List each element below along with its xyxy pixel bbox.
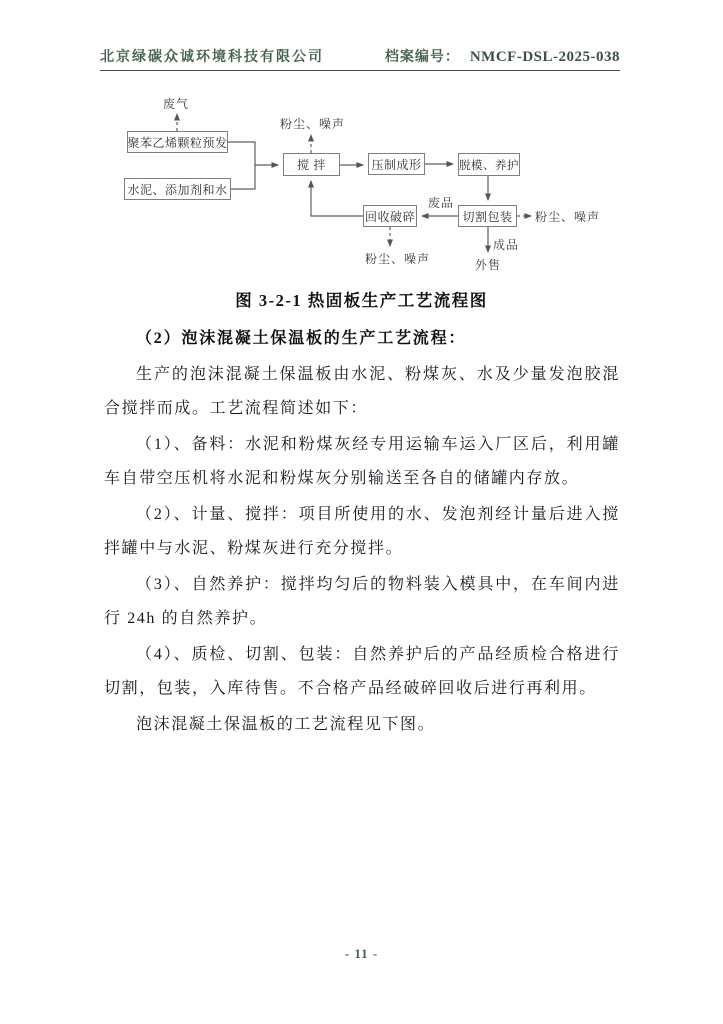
paragraph-step-1: （1）、备料：水泥和粉煤灰经专用运输车运入厂区后，利用罐车自带空压机将水泥和粉煤灰分别输送至各自的储罐内存放。 xyxy=(104,436,620,487)
section-heading: （2）泡沫混凝土保温板的生产工艺流程： xyxy=(136,330,467,347)
archive-number-group xyxy=(385,46,620,66)
flow-label-sold: 外售 xyxy=(475,258,502,272)
body-text xyxy=(104,322,620,744)
flow-box-recycle-crushing: 回收破碎 xyxy=(363,205,417,227)
paragraph-step-4: （4）、质检、切割、包装：自然养护后的产品经质检合格进行切割，包装，入库待售。不合格产品经破碎回收后进行再利用。 xyxy=(104,646,620,697)
flow-box-demold-curing: 脱模、养护 xyxy=(458,153,520,176)
flow-label-finished-product: 成品 xyxy=(493,238,520,252)
flow-label-dust-noise-mixing: 粉尘、噪声 xyxy=(280,117,346,131)
process-flowchart xyxy=(95,88,625,286)
flow-box-mixing: 搅 拌 xyxy=(283,153,340,176)
flow-label-dust-noise-crushing: 粉尘、噪声 xyxy=(365,252,431,266)
archive-number: NMCF-DSL-2025-038 xyxy=(469,49,620,65)
figure-caption: 图 3-2-1 热固板生产工艺流程图 xyxy=(235,291,488,310)
flow-box-press-forming: 压制成形 xyxy=(368,153,425,175)
flow-label-scrap: 废品 xyxy=(428,196,455,210)
page-number: - 11 - xyxy=(344,946,379,961)
company-name: 北京绿碳众诚环境科技有限公司 xyxy=(100,50,324,65)
flow-box-cement-additive-water: 水泥、添加剂和水 xyxy=(124,178,231,200)
paragraph-intro: 生产的泡沫混凝土保温板由水泥、粉煤灰、水及少量发泡胶混合搅拌而成。工艺流程简述如下： xyxy=(104,366,620,417)
flow-label-waste-gas: 废气 xyxy=(163,97,190,111)
flow-box-cutting-packing: 切割包装 xyxy=(458,205,517,227)
flow-box-polystyrene-pre-expand: 聚苯乙烯颗粒预发 xyxy=(127,131,228,153)
flow-label-dust-noise-cutting: 粉尘、噪声 xyxy=(535,210,601,224)
paragraph-closing: 泡沫混凝土保温板的工艺流程见下图。 xyxy=(136,716,436,733)
page-header xyxy=(100,44,620,71)
paragraph-step-2: （2）、计量、搅拌：项目所使用的水、发泡剂经计量后进入搅拌罐中与水泥、粉煤灰进行充分搅拌。 xyxy=(104,506,620,557)
paragraph-step-3: （3）、自然养护：搅拌均匀后的物料装入模具中，在车间内进行 24h 的自然养护。 xyxy=(104,576,620,627)
archive-label: 档案编号： xyxy=(384,50,460,65)
